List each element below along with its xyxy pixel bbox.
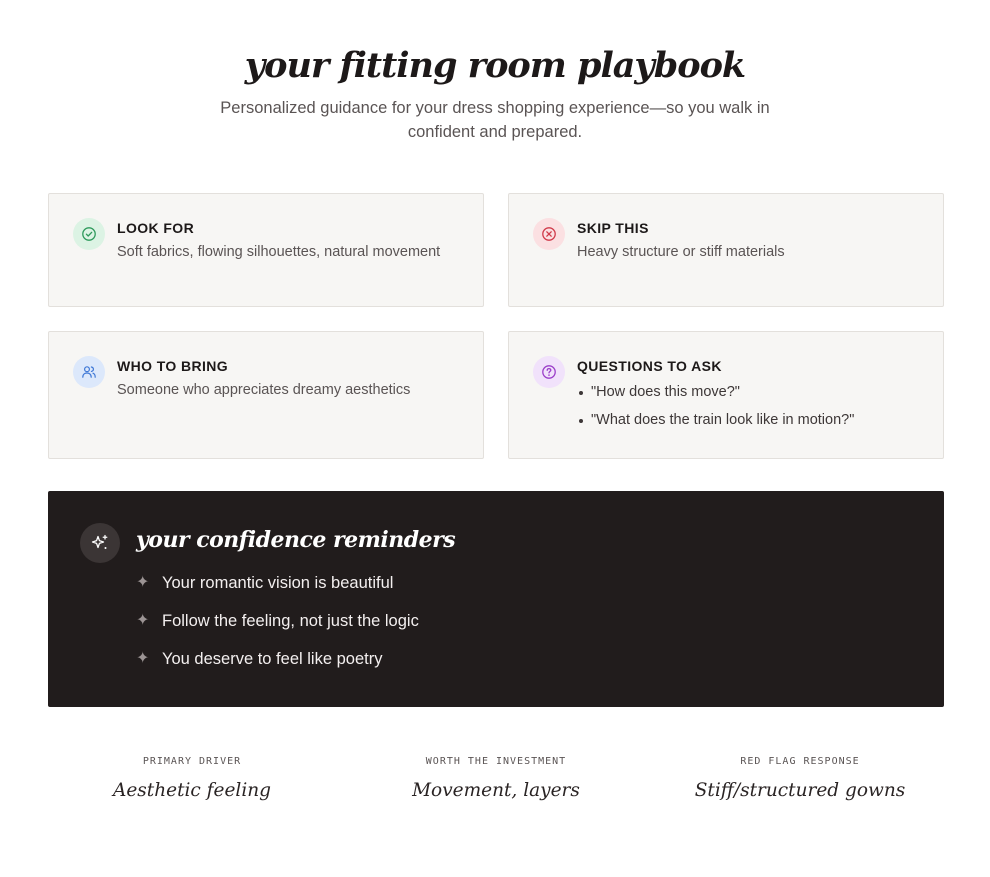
page-title: your fitting room playbook bbox=[244, 45, 746, 86]
page-subtitle: Personalized guidance for your dress shopping experience—so you walk in confident and prepared. bbox=[220, 99, 770, 141]
reminder-text: You deserve to feel like poetry bbox=[162, 650, 383, 668]
list-item bbox=[136, 571, 419, 609]
who-to-bring-body: Someone who appreciates dreamy aesthetics bbox=[117, 382, 411, 398]
page-header bbox=[0, 44, 990, 144]
look-for-card bbox=[48, 193, 484, 307]
confidence-reminders-panel bbox=[48, 491, 944, 707]
skip-this-card bbox=[508, 193, 944, 307]
list-item bbox=[136, 609, 419, 647]
look-for-body: Soft fabrics, flowing silhouettes, natural movement bbox=[117, 244, 441, 260]
stat-label: RED FLAG RESPONSE bbox=[740, 756, 860, 767]
reminders-list bbox=[136, 571, 419, 685]
check-circle-icon bbox=[73, 218, 105, 250]
sparkle-icon: ✦ bbox=[136, 650, 150, 667]
who-to-bring-card bbox=[48, 331, 484, 459]
list-item: "How does this move?" bbox=[577, 382, 923, 402]
questions-list bbox=[577, 382, 923, 430]
reminders-title: your confidence reminders bbox=[136, 527, 456, 553]
reminder-text: Your romantic vision is beautiful bbox=[162, 574, 394, 592]
sparkles-icon bbox=[80, 523, 120, 563]
skip-this-label: SKIP THIS bbox=[577, 220, 649, 236]
list-item bbox=[136, 647, 419, 685]
reminder-text: Follow the feeling, not just the logic bbox=[162, 612, 419, 630]
sparkle-icon: ✦ bbox=[136, 612, 150, 629]
stat-label: PRIMARY DRIVER bbox=[142, 756, 242, 767]
sparkle-icon: ✦ bbox=[136, 574, 150, 591]
questions-to-ask-label: QUESTIONS TO ASK bbox=[577, 358, 722, 374]
skip-this-body: Heavy structure or stiff materials bbox=[577, 244, 785, 260]
stat-label: WORTH THE INVESTMENT bbox=[425, 756, 567, 767]
x-circle-icon bbox=[533, 218, 565, 250]
users-icon bbox=[73, 356, 105, 388]
stat-value: Movement, layers bbox=[412, 780, 580, 801]
stat-red-flag-response bbox=[648, 755, 952, 803]
summary-stats bbox=[40, 755, 952, 815]
who-to-bring-label: WHO TO BRING bbox=[117, 358, 229, 374]
question-circle-icon bbox=[533, 356, 565, 388]
stat-primary-driver bbox=[40, 755, 344, 803]
stat-value: Aesthetic feeling bbox=[112, 780, 272, 801]
stat-value: Stiff/structured gowns bbox=[694, 780, 906, 801]
questions-to-ask-card bbox=[508, 331, 944, 459]
look-for-label: LOOK FOR bbox=[117, 220, 195, 236]
stat-worth-the-investment bbox=[344, 755, 648, 803]
list-item: "What does the train look like in motion?" bbox=[577, 410, 923, 430]
